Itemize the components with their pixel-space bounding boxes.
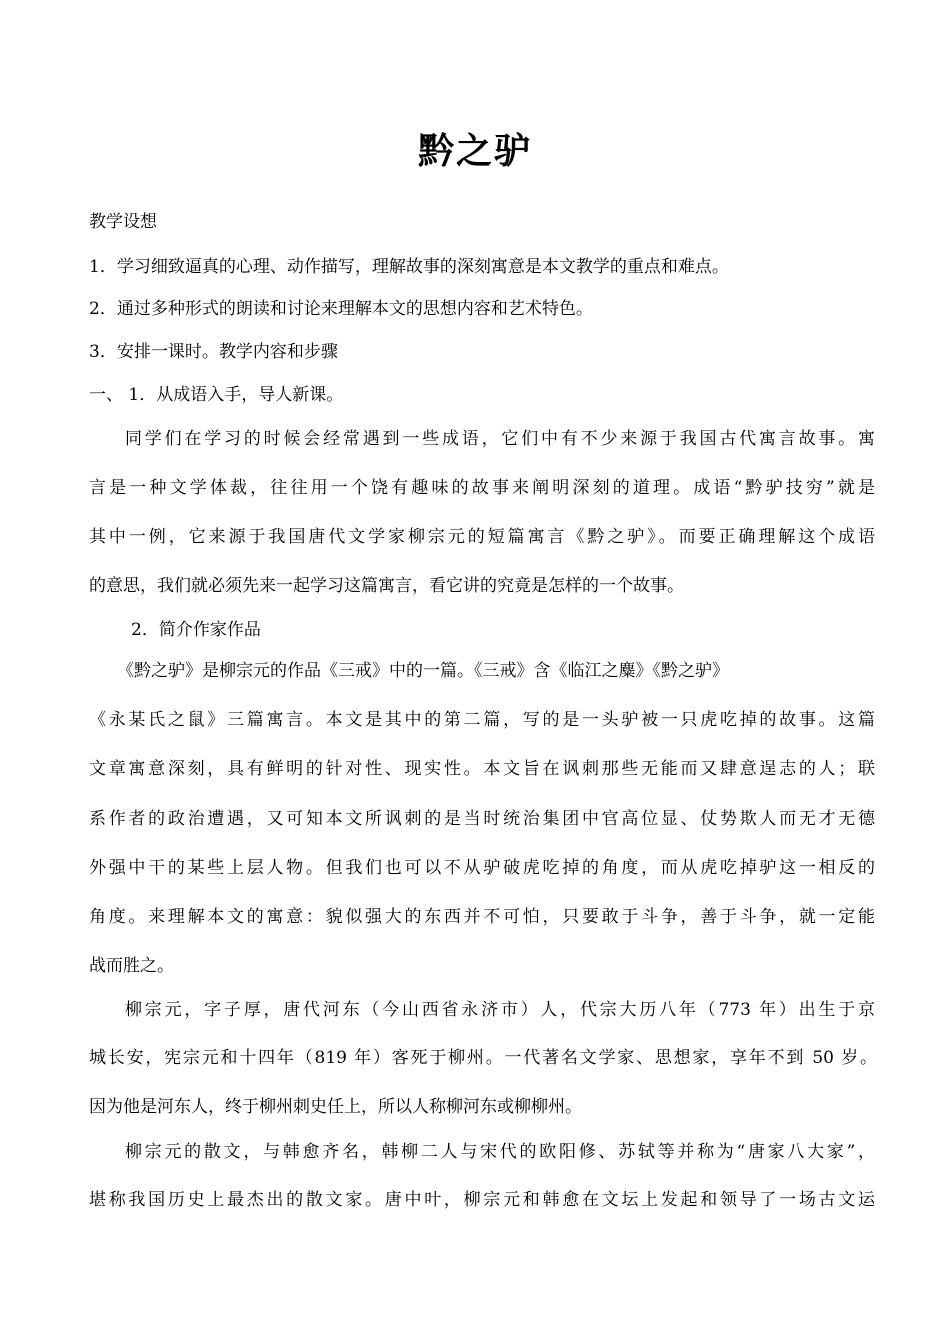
author-line-3: 因为他是河东人，终于柳州刺史任上，所以人称柳河东或柳柳州。	[89, 1097, 582, 1117]
prose-line-1: 柳宗元的散文，与韩愈齐名，韩柳二人与宋代的欧阳修、苏轼等并称为“唐家八大家”，	[125, 1142, 875, 1162]
works-line-7: 战而胜之。	[89, 956, 174, 976]
intro-line-3: 其中一例，它来源于我国唐代文学家柳宗元的短篇寓言《黔之驴》。而要正确理解这个成语	[89, 527, 875, 547]
step2-heading: 2．简介作家作品	[131, 620, 261, 640]
author-line-2: 城长安，宪宗元和十四年（819 年）客死于柳州。一代著名文学家、思想家，享年不到 50 岁。	[89, 1048, 877, 1068]
works-line-3: 文章寓意深刻，具有鲜明的针对性、现实性。本文旨在讽刺那些无能而又肆意逞志的人；联	[89, 759, 875, 779]
step1-heading: 一、 1．从成语入手，导人新课。	[89, 385, 344, 405]
intro-line-4: 的意思，我们就必须先来一起学习这篇寓言，看它讲的究竟是怎样的一个故事。	[89, 576, 684, 596]
works-line-1: 《黔之驴》是柳宗元的作品《三戒》中的一篇。《三戒》含《临江之麋》《黔之驴》	[117, 661, 729, 681]
works-line-4: 系作者的政治遭遇，又可知本文所讽刺的是当时统治集团中官高位显、仗势欺人而无才无德	[89, 809, 875, 829]
prose-line-2: 堪称我国历史上最杰出的散文家。唐中叶，柳宗元和韩愈在文坛上发起和领导了一场古文运	[89, 1190, 875, 1210]
works-line-5: 外强中干的某些上层人物。但我们也可以不从驴破虎吃掉的角度，而从虎吃掉驴这一相反的	[89, 858, 875, 878]
design-item-3: 3．安排一课时。教学内容和步骤	[89, 342, 338, 362]
design-item-2: 2．通过多种形式的朗读和讨论来理解本文的思想内容和艺术特色。	[89, 299, 593, 319]
design-item-1: 1．学习细致逼真的心理、动作描写，理解故事的深刻寓意是本文教学的重点和难点。	[89, 257, 729, 277]
intro-line-1: 同学们在学习的时候会经常遇到一些成语，它们中有不少来源于我国古代寓言故事。寓	[125, 429, 875, 449]
design-heading: 教学设想	[89, 212, 157, 232]
author-line-1: 柳宗元，字子厚，唐代河东（今山西省永济市）人，代宗大历八年（773 年）出生于京	[125, 1000, 875, 1020]
works-line-6: 角度。来理解本文的寓意：貌似强大的东西并不可怕，只要敢于斗争，善于斗争，就一定能	[89, 907, 875, 927]
works-line-2: 《永某氏之鼠》三篇寓言。本文是其中的第二篇，写的是一头驴被一只虎吃掉的故事。这篇	[89, 710, 875, 730]
document-title: 黔之驴	[417, 131, 532, 172]
intro-line-2: 言是一种文学体裁，往往用一个饶有趣味的故事来阐明深刻的道理。成语“黔驴技穷”就是	[89, 478, 875, 498]
